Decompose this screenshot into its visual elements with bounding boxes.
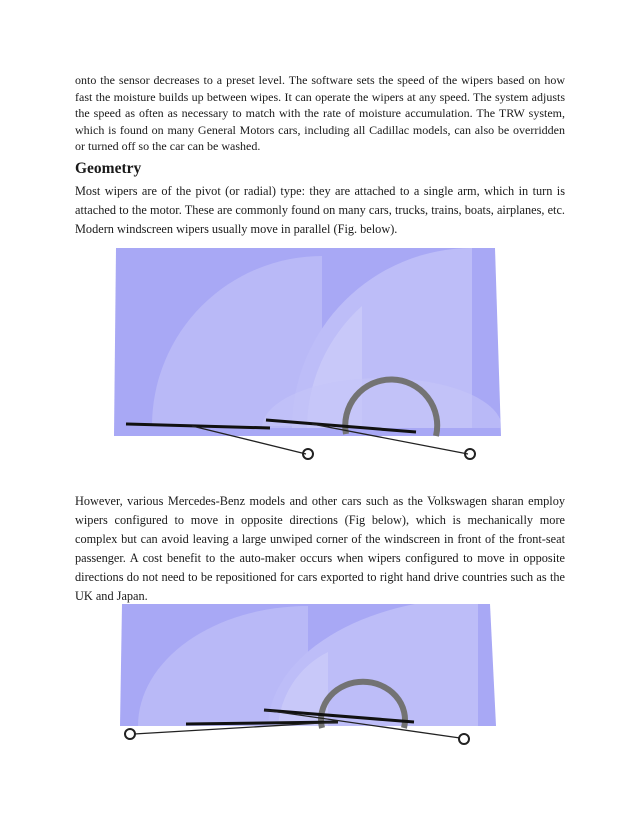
opposite-paragraph: However, various Mercedes-Benz models and other cars such as the Volkswagen sharan employ wipers configured to move in opposite directions (Fig below), which is mechanically more complex but can avoid leaving a large unwiped corner of the windscreen in front of the front-seat passenger. A cost benefit to the auto-maker occurs when wipers configured to move in opposite directions do not need to be repositioned for cars exported to right hand drive countries such as the UK and Japan. bbox=[75, 494, 565, 603]
opposed-wipers-figure bbox=[118, 602, 500, 752]
opposed-wipers-diagram bbox=[118, 602, 500, 752]
right-wiper-pivot bbox=[459, 734, 469, 744]
pivot-paragraph: Most wipers are of the pivot (or radial) type: they are attached to a single arm, which in turn is attached to the motor. These are commonly found on many cars, trucks, trains, boats, airplanes, etc. Modern windscreen wipers usually move in parallel (Fig. below). bbox=[75, 184, 565, 236]
left-wiper-pivot bbox=[125, 729, 135, 739]
parallel-wipers-diagram bbox=[112, 246, 502, 468]
intro-paragraph: onto the sensor decreases to a preset level. The software sets the speed of the wipers based on how fast the moisture builds up between wipes. It can operate the wipers at any speed. The system adjusts the speed as often as necessary to match with the rate of moisture accumulation. The TRW system, which is found on many General Motors cars, including all Cadillac models, can also be overridden or turned off so the car can be washed. bbox=[75, 73, 565, 153]
parallel-wipers-figure bbox=[112, 246, 502, 468]
section-heading-geometry: Geometry bbox=[75, 160, 142, 177]
